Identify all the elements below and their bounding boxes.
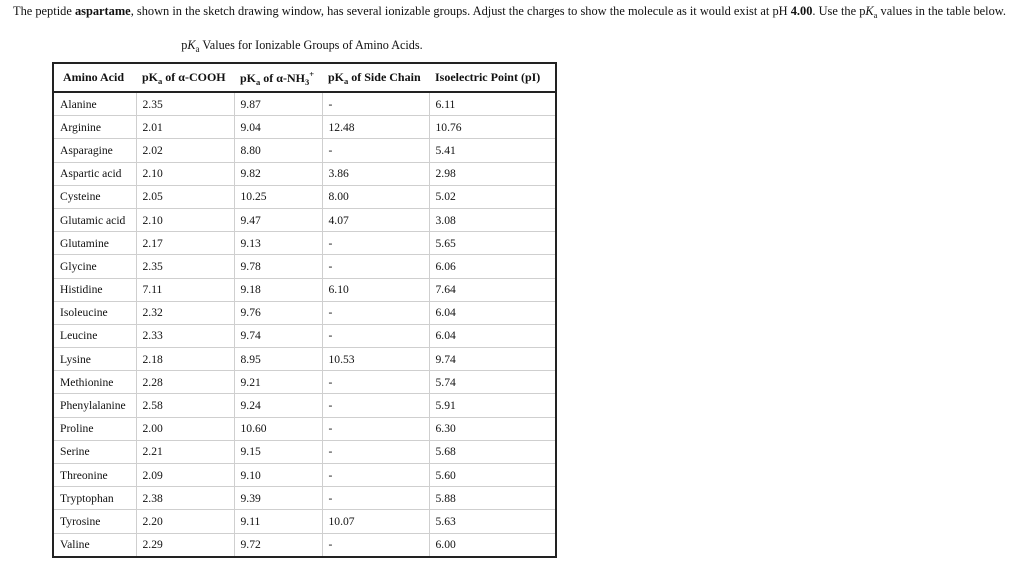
pi-cell: 3.08: [429, 208, 556, 231]
side-chain-pka-cell: -: [322, 533, 429, 557]
nh3-pka-cell: 9.10: [234, 464, 322, 487]
cooh-pka-cell: 2.35: [136, 92, 234, 116]
pi-cell: 5.68: [429, 440, 556, 463]
table-row: [53, 394, 556, 417]
cooh-pka-cell: 2.17: [136, 232, 234, 255]
side-chain-pka-cell: 8.00: [322, 185, 429, 208]
question-a-subscript: a: [873, 10, 878, 20]
table-row: [53, 139, 556, 162]
amino-acid-cell: Asparagine: [53, 139, 136, 162]
cooh-pka-cell: 2.00: [136, 417, 234, 440]
amino-acid-cell: Cysteine: [53, 185, 136, 208]
pi-cell: 5.74: [429, 371, 556, 394]
cooh-pka-cell: 2.20: [136, 510, 234, 533]
pi-cell: 5.63: [429, 510, 556, 533]
amino-acid-cell: Isoleucine: [53, 301, 136, 324]
pi-cell: 6.04: [429, 301, 556, 324]
side-chain-pka-cell: 10.53: [322, 348, 429, 371]
side-chain-pka-cell: -: [322, 301, 429, 324]
side-chain-pka-cell: -: [322, 232, 429, 255]
question-text: [13, 3, 1021, 23]
side-chain-pka-cell: 3.86: [322, 162, 429, 185]
table-row: [53, 278, 556, 301]
pi-cell: 5.91: [429, 394, 556, 417]
pi-cell: 10.76: [429, 116, 556, 139]
header-nh3-pka: $pK_a$ of $\alpha-NH_3^+$: [234, 63, 322, 92]
nh3-pka-cell: 8.95: [234, 348, 322, 371]
amino-acid-cell: Arginine: [53, 116, 136, 139]
nh3-pka-cell: 9.74: [234, 324, 322, 347]
table-row: [53, 185, 556, 208]
side-chain-pka-cell: 6.10: [322, 278, 429, 301]
cooh-pka-cell: 2.29: [136, 533, 234, 557]
cooh-pka-cell: 7.11: [136, 278, 234, 301]
pi-cell: 5.88: [429, 487, 556, 510]
nh3-pka-cell: 9.15: [234, 440, 322, 463]
side-chain-pka-cell: -: [322, 394, 429, 417]
nh3-pka-cell: 10.60: [234, 417, 322, 440]
cooh-pka-cell: 2.33: [136, 324, 234, 347]
side-chain-pka-cell: -: [322, 139, 429, 162]
pi-cell: 9.74: [429, 348, 556, 371]
nh3-pka-cell: 9.76: [234, 301, 322, 324]
cooh-pka-cell: 2.38: [136, 487, 234, 510]
nh3-pka-cell: 9.82: [234, 162, 322, 185]
cooh-pka-cell: 2.09: [136, 464, 234, 487]
pi-cell: 6.00: [429, 533, 556, 557]
pi-cell: 5.60: [429, 464, 556, 487]
nh3-pka-cell: 9.47: [234, 208, 322, 231]
side-chain-pka-cell: -: [322, 92, 429, 116]
amino-acid-cell: Serine: [53, 440, 136, 463]
cooh-pka-cell: 2.32: [136, 301, 234, 324]
table-row: [53, 348, 556, 371]
amino-acid-cell: Alanine: [53, 92, 136, 116]
amino-acid-cell: Lysine: [53, 348, 136, 371]
pi-cell: 6.04: [429, 324, 556, 347]
side-chain-pka-cell: -: [322, 324, 429, 347]
table-row: [53, 371, 556, 394]
table-row: [53, 324, 556, 347]
nh3-pka-cell: 9.39: [234, 487, 322, 510]
amino-acid-cell: Glutamic acid: [53, 208, 136, 231]
amino-acid-cell: Tyrosine: [53, 510, 136, 533]
caption-text: Values for Ionizable Groups of Amino Acids.: [199, 38, 423, 52]
table-row: [53, 510, 556, 533]
side-chain-pka-cell: -: [322, 487, 429, 510]
side-chain-pka-cell: 4.07: [322, 208, 429, 231]
pi-cell: 5.41: [429, 139, 556, 162]
table-row: [53, 116, 556, 139]
amino-acid-cell: Phenylalanine: [53, 394, 136, 417]
question-part-4: values in the table below.: [877, 4, 1007, 18]
amino-acid-cell: Tryptophan: [53, 487, 136, 510]
nh3-pka-cell: 9.21: [234, 371, 322, 394]
table-row: [53, 255, 556, 278]
table-row: [53, 487, 556, 510]
side-chain-pka-cell: -: [322, 417, 429, 440]
side-chain-pka-cell: -: [322, 371, 429, 394]
nh3-pka-cell: 9.78: [234, 255, 322, 278]
cooh-pka-cell: 2.18: [136, 348, 234, 371]
nh3-pka-cell: 8.80: [234, 139, 322, 162]
cooh-pka-cell: 2.05: [136, 185, 234, 208]
amino-acid-cell: Aspartic acid: [53, 162, 136, 185]
header-amino-acid: Amino Acid: [53, 63, 136, 92]
table-row: [53, 440, 556, 463]
cooh-pka-cell: 2.10: [136, 162, 234, 185]
table-row: [53, 232, 556, 255]
pi-cell: 2.98: [429, 162, 556, 185]
nh3-pka-cell: 9.72: [234, 533, 322, 557]
amino-acid-cell: Valine: [53, 533, 136, 557]
pi-cell: 5.02: [429, 185, 556, 208]
nh3-pka-cell: 9.13: [234, 232, 322, 255]
amino-acid-cell: Histidine: [53, 278, 136, 301]
table-row: [53, 162, 556, 185]
table-caption: [0, 37, 604, 57]
cooh-pka-cell: 2.01: [136, 116, 234, 139]
table-row: [53, 208, 556, 231]
table-header-row: [53, 63, 556, 92]
cooh-pka-cell: 2.21: [136, 440, 234, 463]
side-chain-pka-cell: 10.07: [322, 510, 429, 533]
amino-acid-cell: Leucine: [53, 324, 136, 347]
nh3-pka-cell: 9.24: [234, 394, 322, 417]
nh3-pka-cell: 9.87: [234, 92, 322, 116]
pi-cell: 7.64: [429, 278, 556, 301]
header-isoelectric-point: Isoelectric Point (pI): [429, 63, 556, 92]
amino-acid-cell: Threonine: [53, 464, 136, 487]
pi-cell: 5.65: [429, 232, 556, 255]
header-side-chain-pka: $pK_a$ of Side Chain: [322, 63, 429, 92]
amino-acid-cell: Glycine: [53, 255, 136, 278]
cooh-pka-cell: 2.35: [136, 255, 234, 278]
nh3-pka-cell: 9.11: [234, 510, 322, 533]
cooh-pka-cell: 2.10: [136, 208, 234, 231]
nh3-pka-cell: 9.04: [234, 116, 322, 139]
nh3-pka-cell: 10.25: [234, 185, 322, 208]
table-row: [53, 92, 556, 116]
cooh-pka-cell: 2.02: [136, 139, 234, 162]
side-chain-pka-cell: -: [322, 464, 429, 487]
target-ph: 4.00: [790, 4, 813, 18]
side-chain-pka-cell: -: [322, 440, 429, 463]
amino-acid-cell: Proline: [53, 417, 136, 440]
table-row: [53, 417, 556, 440]
question-part-1: The peptide: [13, 4, 75, 18]
table-body: [53, 92, 556, 557]
header-cooh-pka: $pK_a$ of α-COOH: [136, 63, 234, 92]
cooh-pka-cell: 2.58: [136, 394, 234, 417]
table-row: [53, 464, 556, 487]
pka-table: [52, 62, 557, 558]
question-k-symbol: K: [865, 4, 874, 18]
pi-cell: 6.06: [429, 255, 556, 278]
side-chain-pka-cell: -: [322, 255, 429, 278]
table-row: [53, 533, 556, 557]
amino-acid-cell: Methionine: [53, 371, 136, 394]
nh3-pka-cell: 9.18: [234, 278, 322, 301]
caption-a-subscript: a: [195, 44, 200, 54]
question-part-2: , shown in the sketch drawing window, has several ionizable groups. Adjust the charges to show the molecule as it would exist at pH: [130, 4, 791, 18]
amino-acid-cell: Glutamine: [53, 232, 136, 255]
caption-p: p: [181, 38, 188, 52]
peptide-name: aspartame: [74, 4, 131, 18]
table-row: [53, 301, 556, 324]
side-chain-pka-cell: 12.48: [322, 116, 429, 139]
question-part-3: . Use the p: [812, 4, 866, 18]
pi-cell: 6.30: [429, 417, 556, 440]
cooh-pka-cell: 2.28: [136, 371, 234, 394]
caption-k-symbol: K: [187, 38, 196, 52]
pi-cell: 6.11: [429, 92, 556, 116]
